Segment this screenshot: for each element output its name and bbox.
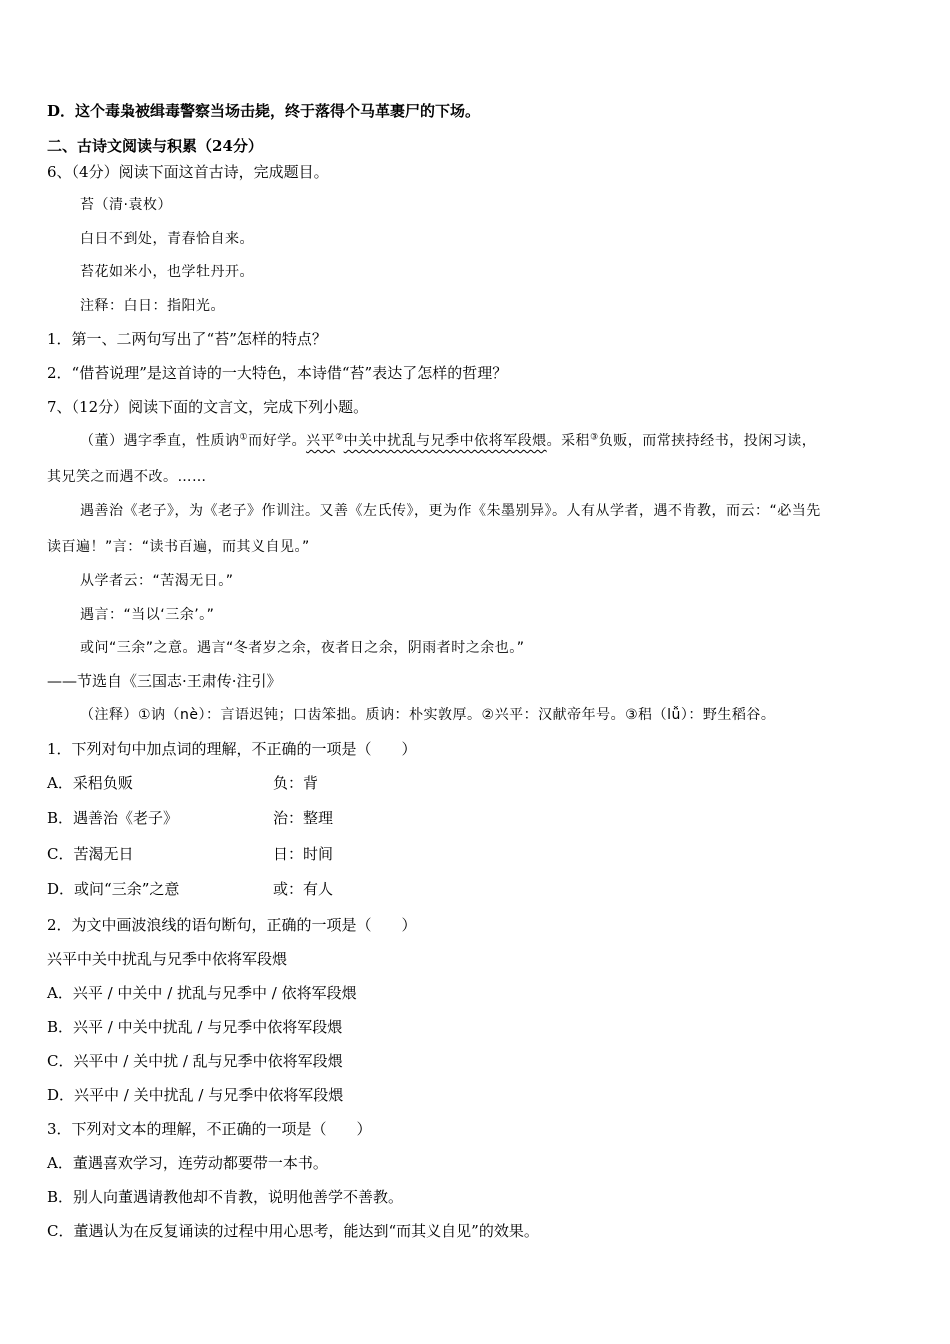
option-explanation: 负：背: [273, 774, 319, 792]
option-text: B．兴平 / 中关中扰乱 / 与兄季中依将军段煨: [47, 1018, 343, 1036]
poem-note: 注释：白日：指阳光。: [80, 298, 225, 314]
passage-text: 。采稆: [546, 433, 591, 449]
passage-text: （董）遇字季直，性质讷: [80, 433, 240, 449]
option-explanation: 或：有人: [273, 880, 334, 898]
passage-source: ——节选自《三国志·王肃传·注引》: [47, 672, 282, 690]
passage-paragraph-4: 遇言：“当以‘三余’。”: [80, 607, 215, 623]
passage-continuation: 读百遍！”言：“读书百遍，而其义自见。”: [47, 539, 310, 555]
q6-sub2: 2．“借苔说理”是这首诗的一大特色，本诗借“苔”表达了怎样的哲理？: [47, 364, 508, 382]
q5-option-d: D．这个毒枭被缉毒警察当场击毙，终于落得个马革裹尸的下场。: [47, 102, 481, 120]
poem-line: 白日不到处，青春恰自来。: [80, 231, 254, 247]
q6-intro: 6、（4分）阅读下面这首古诗，完成题目。: [47, 163, 329, 181]
footnote-marker: ②: [335, 432, 344, 443]
poem-line: 苔花如米小，也学牡丹开。: [80, 264, 254, 280]
option-explanation: 日：时间: [273, 845, 334, 863]
option-row: [47, 879, 334, 899]
option-text: D．或问“三余”之意: [47, 880, 180, 898]
footnote-marker: ③: [590, 432, 599, 443]
q7-sub1: 1．下列对句中加点词的理解，不正确的一项是（ ）: [47, 740, 417, 758]
passage-paragraph-2: 遇善治《老子》，为《老子》作训注。又善《左氏传》，更为作《朱墨别异》。人有从学者，遇不肯教，而云：“必当先: [80, 503, 821, 519]
option-text: D．兴平中 / 关中扰乱 / 与兄季中依将军段煨: [47, 1086, 344, 1104]
option-row: [47, 773, 319, 793]
footnote-marker: ①: [239, 432, 249, 443]
poem-title: 苔（清·袁枚）: [80, 197, 172, 213]
option-row: [47, 808, 334, 828]
option-text: A．采稆负贩: [47, 774, 133, 792]
passage-paragraph-1: [80, 431, 816, 451]
passage-notes: （注释）①讷（nè）：言语迟钝；口齿笨拙。质讷：朴实敦厚。②兴平：汉献帝年号。③稆（lǚ）：野生稻谷。: [80, 707, 776, 723]
option-text: B．别人向董遇请教他却不肯教，说明他善学不善教。: [47, 1188, 404, 1206]
passage-text: 而好学。: [248, 433, 307, 449]
option-text: C．苦渴无日: [47, 845, 134, 863]
passage-continuation: 其兄笑之而遇不改。……: [47, 469, 207, 485]
option-text: C．兴平中 / 关中扰 / 乱与兄季中依将军段煨: [47, 1052, 343, 1070]
q7-intro: 7、（12分）阅读下面的文言文，完成下列小题。: [47, 398, 369, 416]
wavy-underlined-text: 兴平: [306, 433, 336, 449]
passage-paragraph-3: 从学者云：“苦渴无日。”: [80, 573, 234, 589]
q7-sub2-sentence: 兴平中关中扰乱与兄季中依将军段煨: [47, 950, 288, 968]
option-text: C．董遇认为在反复诵读的过程中用心思考，能达到“而其义自见”的效果。: [47, 1222, 539, 1240]
q7-sub2: 2．为文中画波浪线的语句断句，正确的一项是（ ）: [47, 916, 417, 934]
option-row: [47, 844, 334, 864]
option-explanation: 治：整理: [273, 809, 334, 827]
passage-paragraph-5: 或问“三余”之意。遇言“冬者岁之余，夜者日之余，阴雨者时之余也。”: [80, 640, 525, 656]
option-text: B．遇善治《老子》: [47, 809, 179, 827]
section-heading: 二、古诗文阅读与积累（24分）: [47, 137, 263, 155]
option-text: A．兴平 / 中关中 / 扰乱与兄季中 / 依将军段煨: [47, 984, 357, 1002]
q6-sub1: 1．第一、二两句写出了“苔”怎样的特点？: [47, 330, 327, 348]
passage-text: 负贩，而常挟持经书，投闲习读，: [598, 433, 817, 449]
option-text: A．董遇喜欢学习，连劳动都要带一本书。: [47, 1154, 328, 1172]
q7-sub3: 3．下列对文本的理解，不正确的一项是（ ）: [47, 1120, 372, 1138]
wavy-underlined-text: 中关中扰乱与兄季中依将军段煨: [343, 433, 547, 449]
